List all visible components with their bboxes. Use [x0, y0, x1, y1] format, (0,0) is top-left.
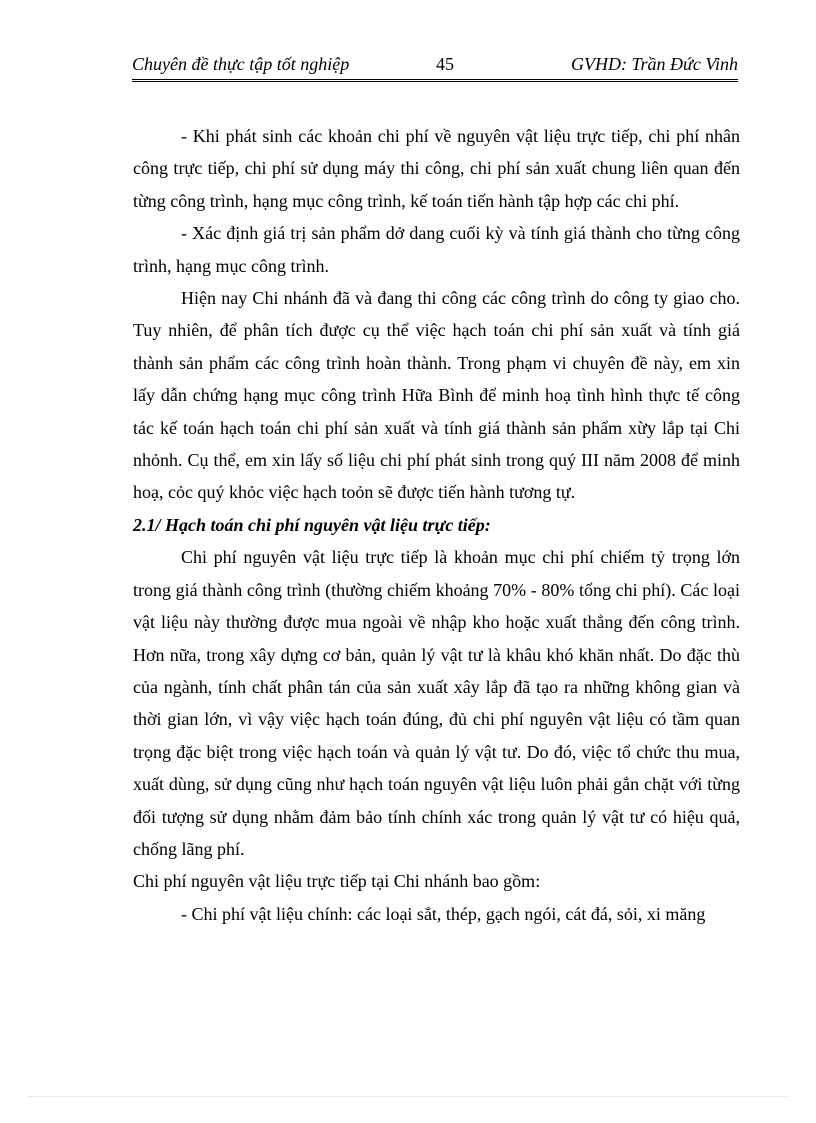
- paragraph-main-materials: - Chi phí vật liệu chính: các loại sắt, thép, gạch ngói, cát đá, sỏi, xi măng: [181, 903, 706, 924]
- paragraph-material-cost: Chi phí nguyên vật liệu trực tiếp là khoản mục chi phí chiếm tỷ trọng lớn trong giá thành công trình (thường chiếm khoảng 70% - 80% tổng chi phí). Các loại vật liệu này thường được mua ngoài về nhập kho hoặc xuất thẳng đến công trình. Hơn nữa, trong xây dựng cơ bản, quản lý vật tư là khâu khó khăn nhất. Do đặc thù của ngành, tính chất phân tán của sản xuất xây lắp đã tạo ra những không gian và thời gian lớn, vì vậy việc hạch toán đúng, đủ chi phí nguyên vật liệu có tầm quan trọng đặc biệt trong việc hạch toán và quản lý vật tư. Do đó, việc tổ chức thu mua, xuất dùng, sử dụng cũng như hạch toán nguyên vật liệu luôn phải gắn chặt với từng đối tượng sử dụng nhằm đảm bảo tính chính xác trong quản lý vật tư có hiệu quả, chống lãng phí.: [133, 547, 740, 859]
- paragraph-wip-valuation: - Xác định giá trị sản phẩm dở dang cuối kỳ và tính giá thành cho từng công trình, hạng mục công trình.: [133, 223, 740, 276]
- footer-dotted-line: [28, 1096, 788, 1097]
- page-header: [132, 52, 738, 76]
- paragraph-includes: Chi phí nguyên vật liệu trực tiếp tại Chi nhánh bao gồm:: [133, 871, 541, 892]
- header-supervisor: GVHD: Trần Đức Vinh: [571, 54, 738, 74]
- section-heading: 2.1/ Hạch toán chi phí nguyên vật liệu trực tiếp:: [133, 514, 491, 535]
- page-number: 45: [436, 54, 454, 74]
- paragraph-branch-example: Hiện nay Chi nhánh đã và đang thi công các công trình do công ty giao cho. Tuy nhiên, để phân tích được cụ thể việc hạch toán chi phí sản xuất và tính giá thành sản phẩm các công trình hoàn thành. Trong phạm vi chuyên đề này, em xin lấy dẫn chứng hạng mục công trình Hữa Bình để minh hoạ tình hình thực tế công tác kế toán hạch toán chi phí sản xuất và tính giá thành sản phẩm xừy lắp tại Chi nhỏnh. Cụ thể, em xin lấy số liệu chi phí phát sinh trong quý III năm 2008 để minh hoạ, cỏc quý khỏc việc hạch toỏn sẽ được tiến hành tương tự.: [133, 288, 740, 503]
- header-document-title: Chuyên đề thực tập tốt nghiệp: [132, 54, 350, 74]
- page-body: [133, 120, 740, 930]
- paragraph-cost-collection: - Khi phát sinh các khoản chi phí về nguyên vật liệu trực tiếp, chi phí nhân công trực tiếp, chi phí sử dụng máy thi công, chi phí sản xuất chung liên quan đến từng công trình, hạng mục công trình, kế toán tiến hành tập hợp các chi phí.: [133, 126, 740, 211]
- header-divider: [132, 79, 738, 82]
